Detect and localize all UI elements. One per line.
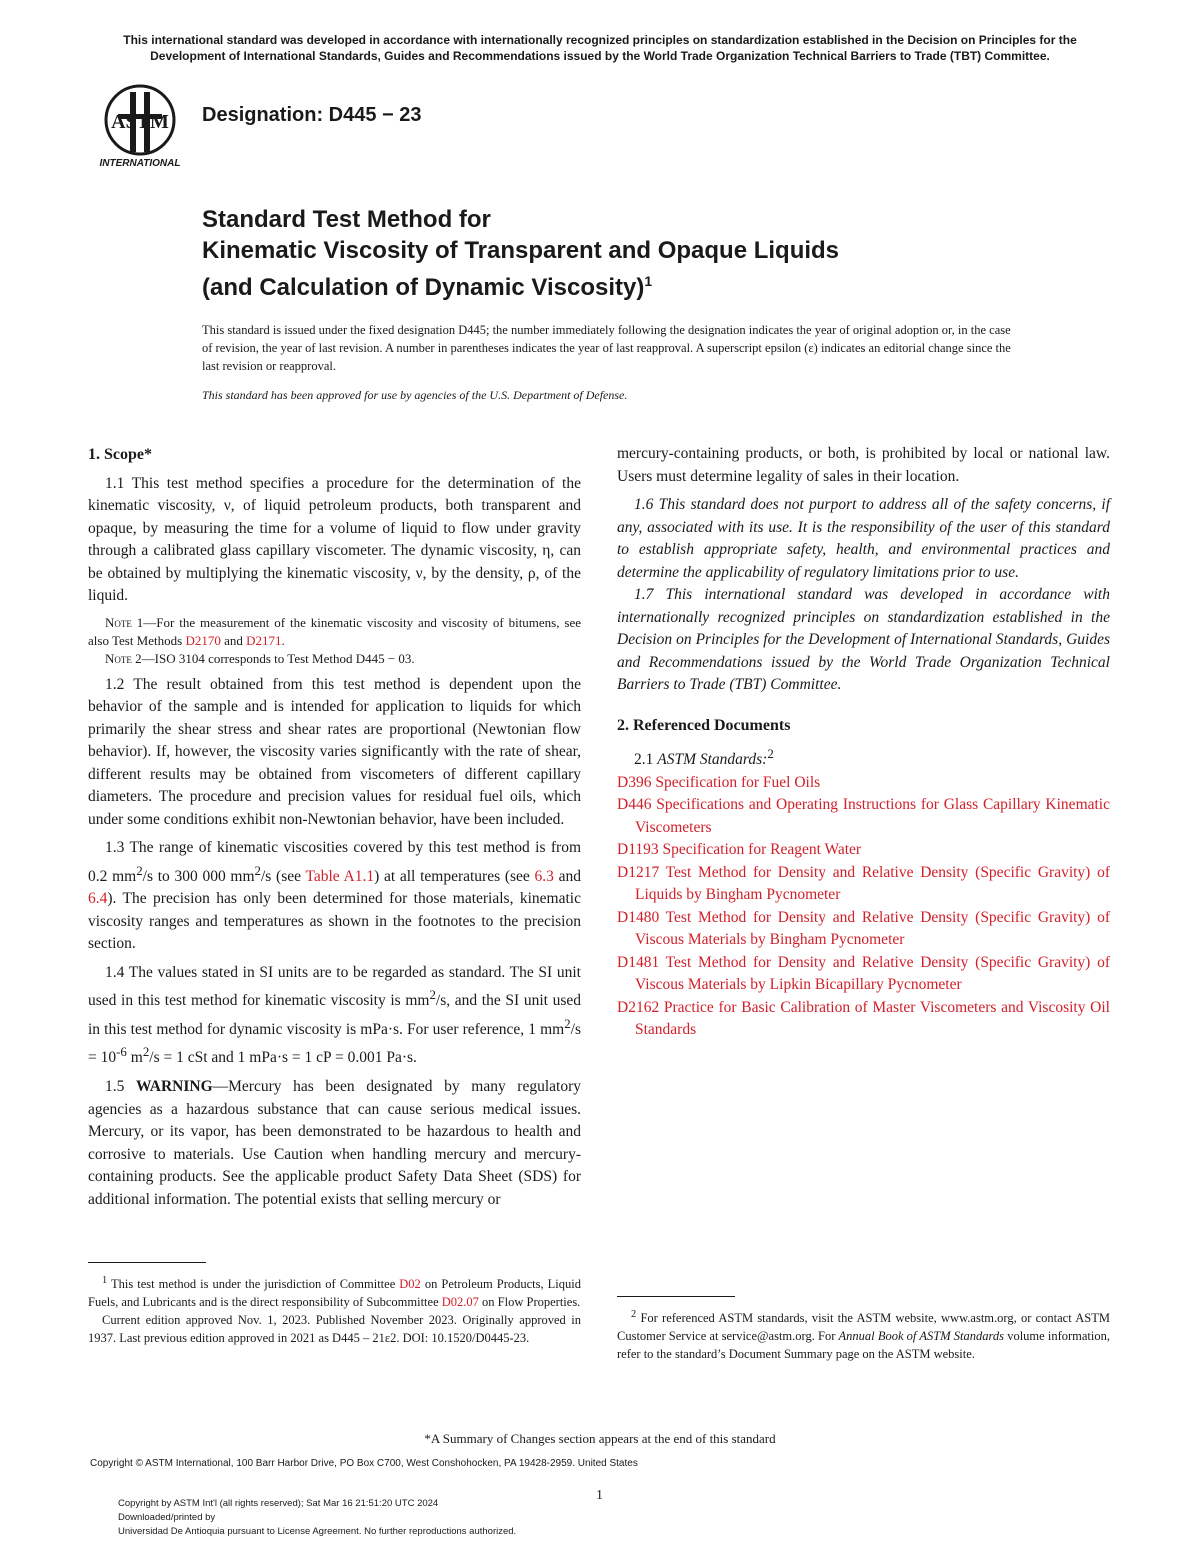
- note-2: [88, 650, 581, 668]
- reference-item: [617, 952, 1110, 997]
- section-2-1: [617, 743, 1110, 772]
- referenced-documents-list: [617, 772, 1110, 1042]
- reference-code-link[interactable]: D1217: [617, 863, 660, 881]
- reference-title-link[interactable]: Specification for Reagent Water: [658, 841, 862, 859]
- designation: Designation: D445 − 23: [202, 104, 422, 126]
- section-1-heading: 1. Scope*: [88, 446, 152, 463]
- paragraph-1-7: [617, 584, 1110, 697]
- footnote-rule-right: [617, 1296, 735, 1297]
- reference-title-link[interactable]: Test Method for Density and Relative Density (Specific Gravity) of Viscous Materials by Bingham Pycnometer: [635, 908, 1110, 949]
- summary-of-changes-note: *A Summary of Changes section appears at the end of this standard: [424, 1431, 776, 1446]
- footnote-2-mark: 2: [631, 1309, 637, 1320]
- p14-a: 1.4 The values stated in SI units are to be regarded as standard. The SI unit used in this test method for kinematic viscosity is mm: [88, 963, 581, 1010]
- document-title: [202, 204, 1102, 303]
- footnote-1: [88, 1272, 581, 1347]
- s21-num: 2.1: [634, 751, 658, 769]
- paragraph-1-1: 1.1 This test method specifies a procedure for the determination of the kinematic viscosity, ν, of liquid petroleum products, both transparent and opaque, by measuring the time for a volume of liquid to flow under gravity through a calibrated glass capillary viscometer. The dynamic viscosity, η, can be obtained by multiplying the kinematic viscosity, ν, by the density, ρ, of the liquid.: [88, 474, 581, 604]
- international-standard-notice: This international standard was developed in accordance with internationally recognized principles on standardization established in the Decision on Principles for the Development of International Standards, Guides and Recommendations issued by the World Trade Organization Technical Barriers to Trade (TBT) Committee.: [123, 33, 1077, 63]
- p14-c: /s = 10: [88, 1020, 581, 1067]
- reference-code-link[interactable]: D446: [617, 796, 652, 814]
- note-2-text: —ISO 3104 corresponds to Test Method D445 − 03.: [141, 650, 415, 666]
- reference-code-link[interactable]: D1481: [617, 953, 660, 971]
- footnote-1-mark: 1: [102, 1275, 108, 1286]
- issuance-statement: This standard is issued under the fixed designation D445; the number immediately following the designation indicates the year of original adoption or, in the case of revision, the year of last revision. A number in parentheses indicates the year of last reapproval. A superscript epsilon (ε) indicates an editorial change since the last revision or reapproval.: [202, 323, 1011, 373]
- title-line-3: [202, 266, 1102, 303]
- link-table-a1-1[interactable]: Table A1.1: [305, 867, 375, 885]
- reference-code-link[interactable]: D1480: [617, 908, 660, 926]
- astm-logo-letters: ASTM: [111, 111, 169, 133]
- reference-item: [617, 794, 1110, 839]
- left-column: [88, 444, 581, 1211]
- p13-sup: 2: [136, 862, 143, 878]
- note-2-label: Note 2: [105, 650, 142, 666]
- p14-b: /s, and the SI unit used in this test method for dynamic viscosity is mPa·s. For user reference, 1 mm: [88, 992, 581, 1038]
- p15-num: 1.5: [105, 1078, 136, 1096]
- p13-c: /s (see: [261, 867, 306, 885]
- link-d2170[interactable]: D2170: [185, 632, 221, 648]
- p14-exp: -6: [116, 1044, 127, 1060]
- link-subcommittee-d02-07[interactable]: D02.07: [441, 1295, 479, 1310]
- reference-item: [617, 907, 1110, 952]
- section-2-heading: 2. Referenced Documents: [617, 716, 791, 734]
- p13-sup: 2: [254, 862, 261, 878]
- paragraph-1-4: [88, 962, 581, 1070]
- reference-title-link[interactable]: Practice for Basic Calibration of Master Viscometers and Viscosity Oil Standards: [635, 998, 1110, 1039]
- reference-item: [617, 772, 1110, 795]
- warning-label: WARNING: [135, 1078, 213, 1096]
- p14-e: /s = 1 cSt and 1 mPa·s = 1 cP = 0.001 Pa·s.: [149, 1049, 417, 1067]
- fn2-book: Annual Book of ASTM Standards: [838, 1329, 1005, 1344]
- p16-text: 1.6 This standard does not purport to address all of the safety concerns, if any, associated with its use. It is the responsibility of the user of this standard to establish appropriate safety, health, and environmental practices and determine the applicability of regulatory limitations prior to use.: [617, 496, 1110, 581]
- reference-code-link[interactable]: D396: [617, 773, 652, 791]
- title-line-2: Kinematic Viscosity of Transparent and Opaque Liquids: [202, 237, 840, 264]
- title-line-1: Standard Test Method for: [202, 206, 491, 233]
- astm-logo: [92, 84, 188, 170]
- p13-and: and: [553, 867, 581, 885]
- footnote-2-body: [617, 1306, 1110, 1363]
- p14-sup: 2: [564, 1015, 571, 1031]
- footnote-1-edition: Current edition approved Nov. 1, 2023. Published November 2023. Originally approved in 1937. Last previous edition approved in 2021 as D445 – 21ε2. DOI: 10.1520/D0445-23.: [88, 1313, 581, 1346]
- reference-title-link[interactable]: Test Method for Density and Relative Density (Specific Gravity) of Liquids by Bingham Pycnometer: [635, 863, 1110, 904]
- paragraph-1-5-continued: mercury-containing products, or both, is prohibited by local or national law. Users must determine legality of sales in their location.: [617, 445, 1110, 485]
- note-1-label: Note 1: [105, 614, 144, 630]
- p15-text: —Mercury has been designated by many regulatory agencies as a hazardous substance that can cause serious medical issues. Mercury, or its vapor, has been demonstrated to be hazardous to health and corrosive to materials. Use Caution when handling mercury and mercury-containing products. See the applicable product Safety Data Sheet (SDS) for additional information. The potential exists that selling mercury or: [88, 1078, 581, 1208]
- p17-text: 1.7 This international standard was developed in accordance with internationally recognized principles on standardization established in the Decision on Principles for the Development of International Standards, Guides and Recommendations issued by the World Trade Organization Technical Barriers to Trade (TBT) Committee.: [617, 586, 1110, 693]
- license-line-1: Copyright by ASTM Int'l (all rights reserved); Sat Mar 16 21:51:20 UTC 2024: [118, 1498, 439, 1509]
- title-line-3-text: (and Calculation of Dynamic Viscosity): [202, 274, 645, 301]
- fn2-b: volume information, refer to the standard’s Document Summary page on the ASTM website.: [617, 1329, 1110, 1362]
- fn1-b: on Petroleum Products, Liquid Fuels, and Lubricants and is the direct responsibility of Subcommittee: [88, 1277, 581, 1310]
- license-line-3: Universidad De Antioquia pursuant to License Agreement. No further reproductions authorized.: [118, 1526, 517, 1537]
- paragraph-1-6: [617, 494, 1110, 584]
- p13-e: ). The precision has only been determined for those materials, kinematic viscosity ranges and temperatures as shown in the footnotes to the precision section.: [88, 890, 581, 953]
- paragraph-1-5: [88, 1076, 581, 1211]
- p13-a: 1.3 The range of kinematic viscosities covered by this test method is from 0.2 mm: [88, 839, 581, 885]
- p14-sup: 2: [142, 1044, 150, 1060]
- paragraph-1-3: [88, 837, 581, 956]
- s21-label: ASTM Standards:: [657, 751, 768, 769]
- note-1-and: and: [220, 632, 247, 648]
- footnote-rule-left: [88, 1262, 206, 1263]
- title-footnote-mark: 1: [644, 273, 653, 289]
- link-committee-d02[interactable]: D02: [399, 1277, 421, 1292]
- link-section-6-4[interactable]: 6.4: [88, 890, 108, 908]
- astm-logo-subtitle: INTERNATIONAL: [99, 158, 181, 169]
- page-number: 1: [596, 1488, 603, 1503]
- note-1-end: .: [281, 632, 285, 648]
- reference-code-link[interactable]: D1193: [617, 841, 659, 859]
- reference-code-link[interactable]: D2162: [617, 998, 660, 1016]
- reference-title-link[interactable]: Specification for Fuel Oils: [651, 773, 821, 791]
- s21-mark: 2: [767, 746, 774, 761]
- reference-item: [617, 997, 1110, 1042]
- copyright-line: Copyright © ASTM International, 100 Barr Harbor Drive, PO Box C700, West Conshohocken, PA 19428-2959. United States: [90, 1458, 638, 1469]
- right-column: [617, 443, 1110, 1042]
- paragraph-1-2: 1.2 The result obtained from this test method is dependent upon the behavior of the sample and is intended for application to liquids for which primarily the shear stress and shear rates are proportional (Newtonian flow behavior). If, however, the viscosity varies significantly with the rate of shear, different results may be obtained from viscometers of different capillary diameters. The procedure and precision values for residual fuel oils, which under some conditions exhibit non-Newtonian behavior, have been included.: [88, 675, 581, 828]
- p14-d: m: [126, 1049, 143, 1067]
- p13-d: ) at all temperatures (see: [374, 867, 535, 885]
- footnote-1-body: [88, 1272, 581, 1311]
- note-1-text: —For the measurement of the kinematic viscosity and viscosity of bitumens, see also Test Methods: [88, 614, 581, 648]
- link-d2171[interactable]: D2171: [246, 632, 282, 648]
- fn1-a: This test method is under the jurisdiction of Committee: [107, 1277, 400, 1292]
- reference-title-link[interactable]: Specifications and Operating Instructions for Glass Capillary Kinematic Viscometers: [635, 796, 1110, 836]
- fn2-a: For referenced ASTM standards, visit the ASTM website, www.astm.org, or contact ASTM Customer Service at service@astm.org. For: [617, 1311, 1110, 1344]
- dod-approval: This standard has been approved for use by agencies of the U.S. Department of Defense.: [202, 388, 628, 402]
- license-stamp: [118, 1497, 516, 1539]
- link-section-6-3[interactable]: 6.3: [534, 867, 554, 885]
- reference-item: [617, 862, 1110, 907]
- p14-sup: 2: [429, 987, 436, 1003]
- note-1: [88, 614, 581, 650]
- reference-item: [617, 839, 1110, 862]
- fn1-c: on Flow Properties.: [478, 1295, 581, 1310]
- p13-b: /s to 300 000 mm: [142, 867, 255, 885]
- astm-logo-mark: [92, 84, 188, 170]
- license-line-2: Downloaded/printed by: [118, 1512, 216, 1523]
- footnote-2: [617, 1306, 1110, 1363]
- reference-title-link[interactable]: Test Method for Density and Relative Density (Specific Gravity) of Viscous Materials by Lipkin Bicapillary Pycnometer: [635, 953, 1110, 994]
